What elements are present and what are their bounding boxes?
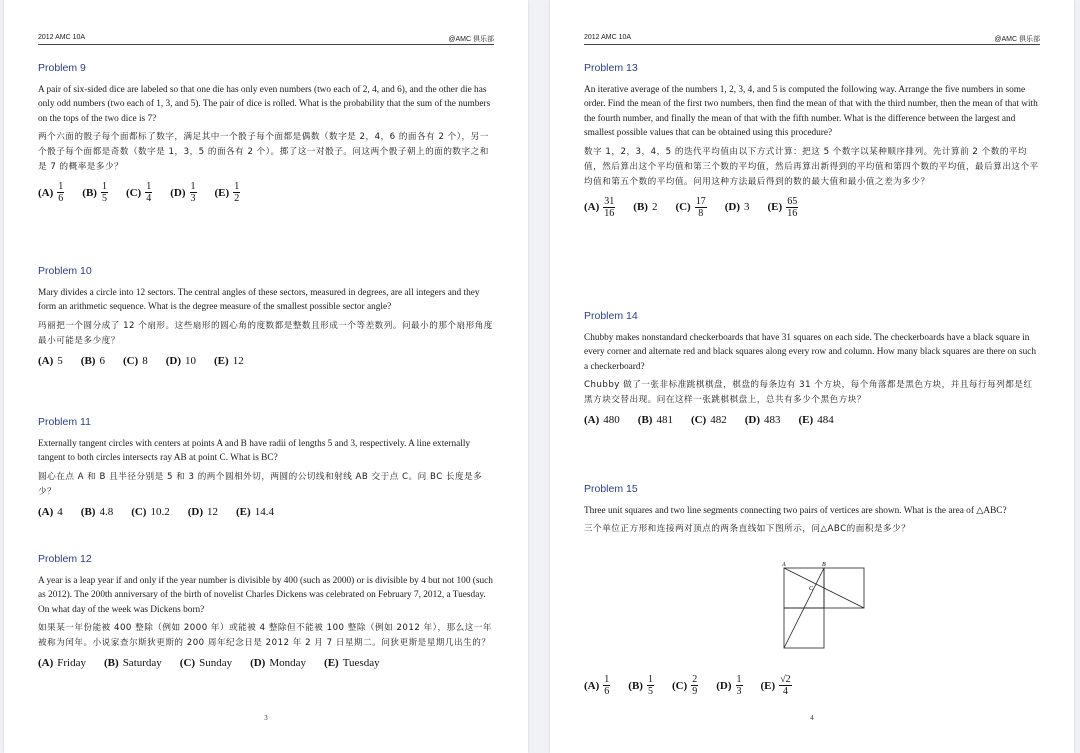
page-number: 4 [810, 714, 814, 722]
choice-c: (C) Sunday [179, 657, 233, 670]
problem-text-zh: 如果某一年份能被 400 整除（例如 2000 年）或能被 4 整除但不能被 100 整除（例如 2012 年），那么这一年被称为闰年。小说家查尔斯狄更斯的 200 周年纪念日是 2012 年 2 月 7 日星期二。问狄更斯是星期几出生的？ [38, 623, 493, 649]
header-right: @AMC 俱乐部 [448, 36, 494, 43]
problem-title: Problem 10 [38, 265, 92, 277]
choice-c: (C) 10.2 [131, 505, 170, 518]
problem-text-zh: Chubby 做了一张非标准跳棋棋盘，棋盘的每条边有 31 个方块，每个角落都是黑色方块，并且每行每列都是红黑方块交替出现。问在这样一张跳棋棋盘上，总共有多少个黑色方块？ [584, 380, 1033, 406]
label-a: A [782, 562, 786, 568]
page-number: 3 [264, 714, 268, 722]
choice-b: (B) 2 [633, 201, 658, 214]
problem-15 [584, 483, 1040, 537]
problem-text-en: Externally tangent circles with centers at points A and B have radii of lengths 5 and 3, respectively. A line externally tangent to both circles intersects ray AB at point C. What is BC? [38, 439, 471, 464]
choice-b: (B) $\frac{1}{5}$ [628, 674, 653, 697]
choice-c: (C) 8 [122, 354, 148, 367]
choice-d: (D) $\frac{1}{3}$ [170, 181, 196, 205]
problem-text-en: A pair of six-sided dice are labeled so that one die has only even numbers (two each of 2, 4, and 6), and the other die has only odd numbers (two each of 1, 3, and 5). The pair of dice is rolled. What is the probability that the sum of the numbers on the tops of the two dice is 7? [38, 85, 491, 124]
problem-text-zh: 两个六面的骰子每个面都标了数字，满足其中一个骰子每个面都是偶数（数字是 2，4，6 的面各有 2 个），另一个骰子每个面都是奇数（数字是 1，3，5 的面各有 2 个）。掷了这一对骰子。问这两个骰子朝上的面的数字之和是 7 的概率是多少？ [38, 132, 489, 173]
document-page-right [550, 0, 1074, 753]
problem-12 [38, 553, 494, 669]
choice-b: (B) $\frac{1}{5}$ [82, 181, 107, 205]
answer-choices [38, 355, 494, 367]
answer-choices [38, 506, 494, 518]
choice-c: (C) 482 [690, 414, 727, 427]
problem-title: Problem 11 [38, 416, 91, 428]
problem-14 [584, 310, 1040, 426]
choice-a: (A) Friday [38, 657, 87, 670]
problem-title: Problem 14 [584, 310, 638, 322]
problem-11 [38, 416, 494, 518]
choice-c: (C) $\frac{1}{4}$ [125, 181, 152, 205]
problem-title: Problem 9 [38, 62, 86, 74]
triangle-figure [782, 562, 902, 662]
problem-title: Problem 13 [584, 62, 638, 74]
choice-b: (B) 481 [637, 414, 673, 427]
choice-e: (E) 14.4 [236, 505, 274, 518]
problem-10 [38, 265, 494, 367]
choice-d: (D) 483 [744, 414, 781, 427]
problem-9 [38, 62, 494, 204]
choice-b: (B) 6 [80, 354, 105, 367]
problem-text-en: Mary divides a circle into 12 sectors. The central angles of these sectors, measured in degrees, are all integers and they form an arithmetic sequence. What is the degree measure of the smallest possible sector angle? [38, 288, 480, 313]
choice-c: (C) $\frac{2}{9}$ [671, 674, 698, 697]
label-c: C [809, 586, 814, 592]
header-right: @AMC 俱乐部 [994, 36, 1040, 43]
choice-d: (D) $\frac{1}{3}$ [716, 674, 742, 697]
choice-e: (E) Tuesday [324, 657, 380, 670]
problem-13 [584, 62, 1040, 219]
choice-a: (A) 4 [38, 505, 63, 518]
choice-d: (D) 10 [165, 354, 197, 367]
unit-square-bottom [784, 608, 824, 648]
problem-title: Problem 15 [584, 483, 638, 495]
choice-c: (C) $\frac{17}{8}$ [675, 195, 706, 219]
choice-b: (B) 4.8 [80, 505, 114, 518]
problem-text-zh: 数字 1，2，3，4，5 的迭代平均值由以下方式计算：把这 5 个数字以某种顺序排列。先计算前 2 个数的平均值，然后算出这个平均值和第三个数的平均值，然后再算出新得到的平均值和第四个数的平均值，最后算出这个平均值和第五个数的平均值。问用这种方法最后得到的数的最大值和最小值之差为多少？ [584, 146, 1039, 187]
choice-e: (E) 12 [214, 354, 244, 367]
choice-d: (D) Monday [250, 657, 307, 670]
problem-title: Problem 12 [38, 553, 92, 565]
choice-a: (A) 5 [38, 354, 63, 367]
problem-text-en: Three unit squares and two line segments connecting two pairs of vertices are shown. What is the area of △ABC? [584, 506, 1007, 516]
unit-square-top-left [784, 568, 824, 608]
choice-e: (E) $\frac{1}{2}$ [214, 181, 240, 205]
problem-text-en: Chubby makes nonstandard checkerboards that have 31 squares on each side. The checkerboards have a black square in every corner and alternate red and black squares along every row and column. How many black squares are there on such a checkerboard? [584, 333, 1037, 372]
choice-a: (A) $\frac{1}{6}$ [38, 181, 64, 205]
problem-text-zh: 三个单位正方形和连接两对顶点的两条直线如下图所示，问△ABC的面积是多少？ [584, 524, 911, 535]
choice-d: (D) 3 [724, 201, 750, 214]
choice-d: (D) 12 [187, 505, 219, 518]
page-header [584, 33, 1040, 45]
problem-15-choices [584, 668, 1040, 697]
choice-e: (E) $\frac{√2}{4}$ [760, 674, 791, 697]
answer-choices [38, 657, 494, 669]
answer-choices [584, 196, 1040, 219]
answer-choices [584, 414, 1040, 426]
answer-choices [38, 181, 494, 204]
choice-a: (A) $\frac{1}{6}$ [584, 674, 610, 697]
answer-choices [584, 674, 1040, 697]
problem-text-en: A year is a leap year if and only if the year number is divisible by 400 (such as 2000) or is divisible by 4 but not 100 (such as 2012). The 200th anniversary of the birth of novelist Charles Dickens was celebrated on February 7, 2012, a Tuesday. On what day of the week was Dickens born? [38, 576, 493, 615]
problem-text-en: An iterative average of the numbers 1, 2, 3, 4, and 5 is computed the following way. Arrange the five numbers in some order. Find the mean of the first two numbers, then find the mean of that with the third number, then the mean of that with the fourth number, and finally the mean of that with the fifth number. What is the difference between the largest and smallest possible values that can be obtained using this procedure? [584, 85, 1038, 139]
header-left: 2012 AMC 10A [38, 34, 86, 41]
page-header [38, 33, 494, 45]
choice-a: (A) $\frac{31}{16}$ [584, 195, 615, 219]
label-b: B [822, 562, 826, 568]
problem-text-zh: 圆心在点 A 和 B 且半径分别是 5 和 3 的两个圆相外切，两圆的公切线和射线 AB 交于点 C。问 BC 长度是多少？ [38, 471, 483, 497]
choice-a: (A) 480 [584, 414, 620, 427]
choice-e: (E) $\frac{65}{16}$ [767, 195, 798, 219]
choice-b: (B) Saturday [104, 657, 162, 670]
document-page-left [4, 0, 528, 753]
header-left: 2012 AMC 10A [584, 34, 632, 41]
choice-e: (E) 484 [798, 414, 834, 427]
problem-text-zh: 玛丽把一个圆分成了 12 个扇形。这些扇形的圆心角的度数都是整数且形成一个等差数列。问最小的那个扇形角度最小可能是多少度？ [38, 320, 493, 346]
unit-square-top-right [824, 568, 864, 608]
